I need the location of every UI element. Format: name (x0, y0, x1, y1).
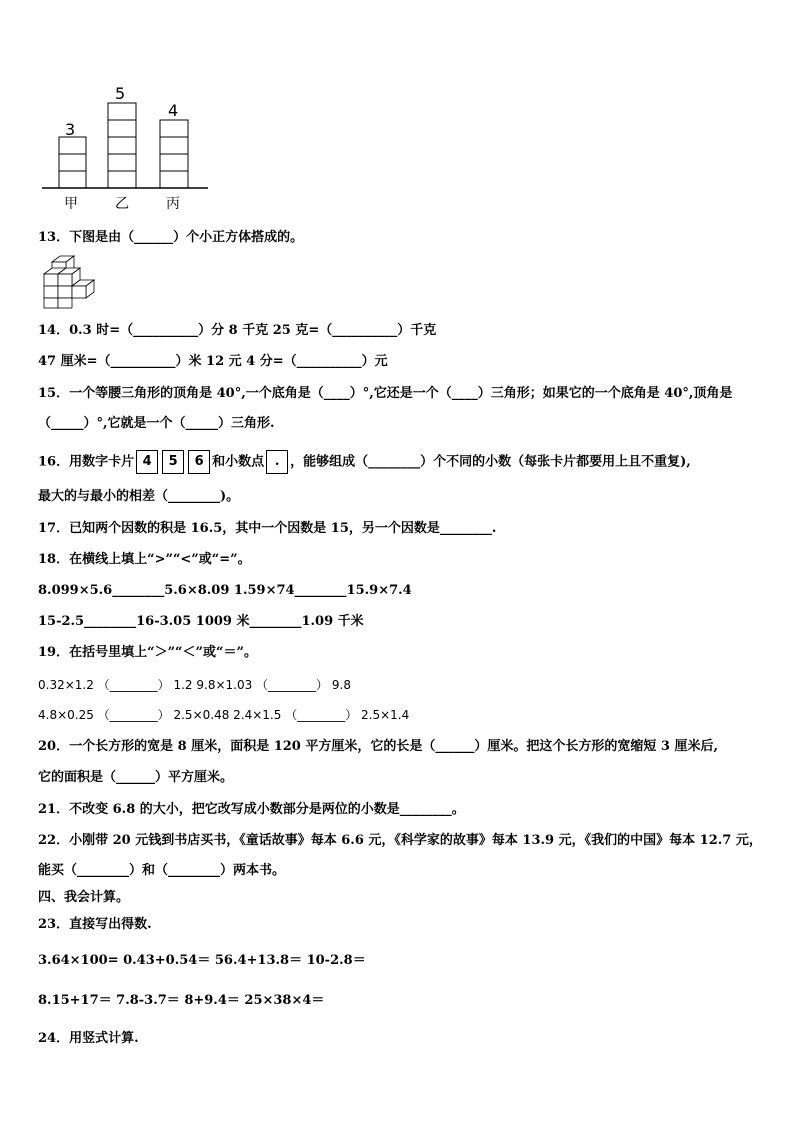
question-17: 17．已知两个因数的积是 16.5，其中一个因数是 15，另一个因数是________. (38, 521, 497, 536)
question-18-line-2: 15-2.5________16-3.05 1009 米________1.09 千米 (38, 614, 364, 629)
question-20-line-1: 20．一个长方形的宽是 8 厘米，面积是 120 平方厘米，它的长是（______）厘米。把这个长方形的宽缩短 3 厘米后, (38, 739, 718, 754)
question-14-line-1: 14．0.3 时=（__________）分 8 千克 25 克=（__________）千克 (38, 323, 437, 338)
question-14-line-2: 47 厘米=（__________）米 12 元 4 分=（__________）元 (38, 354, 388, 369)
question-19-line-1: 0.32×1.2 （________） 1.2 9.8×1.03 （________） 9.8 (38, 678, 351, 692)
question-15-line-2: （_____）°,它就是一个（_____）三角形. (38, 416, 275, 431)
q16-prefix: 16．用数字卡片 (38, 454, 135, 470)
question-19-line-2: 4.8×0.25 （________） 2.5×0.48 2.4×1.5 （________） 2.5×1.4 (38, 708, 410, 722)
label-jia: 甲 (64, 196, 78, 212)
question-23-line-1: 3.64×100= 0.43+0.54＝ 56.4+13.8＝ 10-2.8＝ (38, 953, 366, 968)
column-bing (160, 120, 188, 188)
question-18-line-1: 8.099×5.6________5.6×8.09 1.59×74________15.9×7.4 (38, 583, 412, 598)
question-13: 13．下图是由（______）个小正方体搭成的。 (38, 230, 304, 245)
digit-card-5: 5 (162, 450, 184, 474)
question-15-line-1: 15．一个等腰三角形的顶角是 40°,一个底角是（____）°,它还是一个（____）三角形；如果它的一个底角是 40°,顶角是 (38, 386, 733, 401)
count-jia: 3 (65, 120, 76, 139)
question-23: 23．直接写出得数. (38, 917, 152, 932)
cube-stack-figure (38, 254, 110, 310)
count-yi: 5 (115, 84, 126, 103)
question-18-title: 18．在横线上填上“>”“<”或“=”。 (38, 552, 251, 567)
question-21: 21．不改变 6.8 的大小，把它改写成小数部分是两位的小数是________。 (38, 802, 465, 817)
digit-card-4: 4 (136, 450, 158, 474)
label-bing: 丙 (166, 196, 180, 212)
question-16-line-1 (38, 450, 691, 474)
section-4-heading: 四、我会计算。 (38, 890, 130, 905)
question-23-line-2: 8.15+17＝ 7.8-3.7＝ 8+9.4＝ 25×38×4＝ (38, 993, 325, 1008)
decimal-point-card: . (266, 450, 288, 474)
q16-mid: 和小数点 (212, 454, 265, 470)
question-22-line-1: 22．小刚带 20 元钱到书店买书，《童话故事》每本 6.6 元，《科学家的故事》每本 13.9 元，《我们的中国》每本 12.7 元， (38, 833, 762, 848)
digit-card-6: 6 (188, 450, 210, 474)
question-24: 24．用竖式计算. (38, 1031, 139, 1046)
label-yi: 乙 (115, 196, 129, 212)
question-16-line-2: 最大的与最小的相差（________)。 (38, 489, 240, 504)
count-bing: 4 (168, 101, 179, 120)
question-20-line-2: 它的面积是（______）平方厘米。 (38, 770, 234, 785)
column-yi (108, 103, 136, 188)
question-22-line-2: 能买（________）和（________）两本书。 (38, 863, 286, 878)
stacked-blocks-figure (38, 80, 218, 215)
column-jia (59, 137, 86, 188)
question-19-title: 19．在括号里填上“＞”“＜”或“＝”。 (38, 645, 257, 660)
q16-suffix: ，能够组成（________）个不同的小数（每张卡片都要用上且不重复), (290, 454, 691, 470)
